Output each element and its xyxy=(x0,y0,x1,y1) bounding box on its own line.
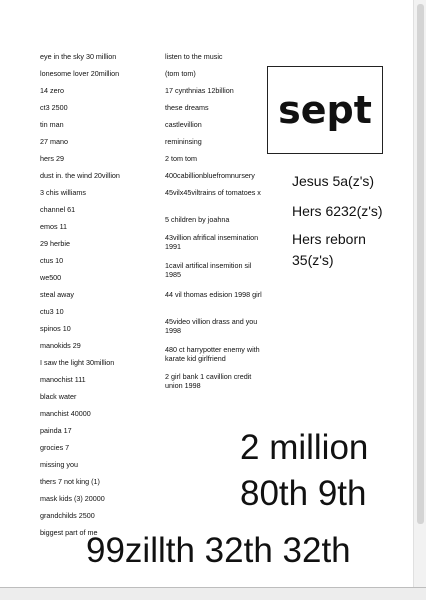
list-item: 27 mano xyxy=(40,137,68,146)
list-item: grocies 7 xyxy=(40,443,70,452)
list-item: 2 tom tom xyxy=(165,154,197,163)
list-item: hers 29 xyxy=(40,154,64,163)
list-item: emos 11 xyxy=(40,222,68,231)
list-item: (tom tom) xyxy=(165,69,196,78)
list-item: missing you xyxy=(40,460,78,469)
list-item: ct3 2500 xyxy=(40,103,68,112)
list-item: 14 zero xyxy=(40,86,64,95)
list-item: 2 girl bank 1 cavillion credit union 1998 xyxy=(165,372,252,390)
list-item: 480 ct harrypotter enemy with karate kid girlfriend xyxy=(165,345,260,363)
list-item: we500 xyxy=(40,273,62,282)
list-item: 44 vil thomas edision 1998 girl xyxy=(165,290,262,299)
list-item: I saw the light 30million xyxy=(40,358,115,367)
note-line: Hers 6232(z's) xyxy=(292,203,383,219)
list-item: thers 7 not king (1) xyxy=(40,477,100,486)
list-item: steal away xyxy=(40,290,74,299)
list-item: 5 children by joahna xyxy=(165,215,230,224)
vertical-scrollbar[interactable] xyxy=(413,0,426,588)
big-text-line: 80th 9th xyxy=(240,474,367,513)
list-item: painda 17 xyxy=(40,426,72,435)
list-item: manchist 40000 xyxy=(40,409,91,418)
list-item: 45video villion drass and you 1998 xyxy=(165,317,258,335)
list-item: grandchilds 2500 xyxy=(40,511,95,520)
list-item: channel 61 xyxy=(40,205,76,214)
list-item: 43villion afrifical insemination 1991 xyxy=(165,233,259,251)
list-item: lonesome lover 20million xyxy=(40,69,120,78)
list-item: castlevillion xyxy=(165,120,202,129)
list-item: 3 chis williams xyxy=(40,188,86,197)
list-item: 45vilx45viltrains of tomatoes x xyxy=(165,188,261,197)
list-item: 400cabillionbluefromnursery xyxy=(165,171,255,180)
list-item: listen to the music xyxy=(165,52,223,61)
big-text-line: 2 million xyxy=(240,428,369,467)
list-item: biggest part of me xyxy=(40,528,98,537)
list-item: spinos 10 xyxy=(40,324,71,333)
list-item: dust in. the wind 20villion xyxy=(40,171,120,180)
list-item: 29 herbie xyxy=(40,239,70,248)
note-line: Hers reborn xyxy=(292,231,366,247)
list-item: black water xyxy=(40,392,77,401)
note-line: Jesus 5a(z's) xyxy=(292,173,375,189)
note-line: 35(z's) xyxy=(292,252,334,268)
list-item: ctus 10 xyxy=(40,256,64,265)
list-item: these dreams xyxy=(165,103,209,112)
list-item: eye in the sky 30 million xyxy=(40,52,117,61)
scrollbar-thumb[interactable] xyxy=(417,4,424,524)
sept-box xyxy=(267,66,383,154)
sept-label: sept xyxy=(278,88,372,132)
list-item: manokids 29 xyxy=(40,341,81,350)
list-item: 1cavil artifical insemition sil 1985 xyxy=(165,261,252,279)
list-item: tin man xyxy=(40,120,64,129)
list-item: 17 cynthnias 12billion xyxy=(165,86,234,95)
list-item: remininsing xyxy=(165,137,202,146)
list-item: manochist 111 xyxy=(40,375,86,384)
list-item: mask kids (3) 20000 xyxy=(40,494,105,503)
big-text-line: 99zillth 32th 32th xyxy=(86,531,351,570)
bottom-frame-bar xyxy=(0,587,426,600)
list-item: ctu3 10 xyxy=(40,307,64,316)
